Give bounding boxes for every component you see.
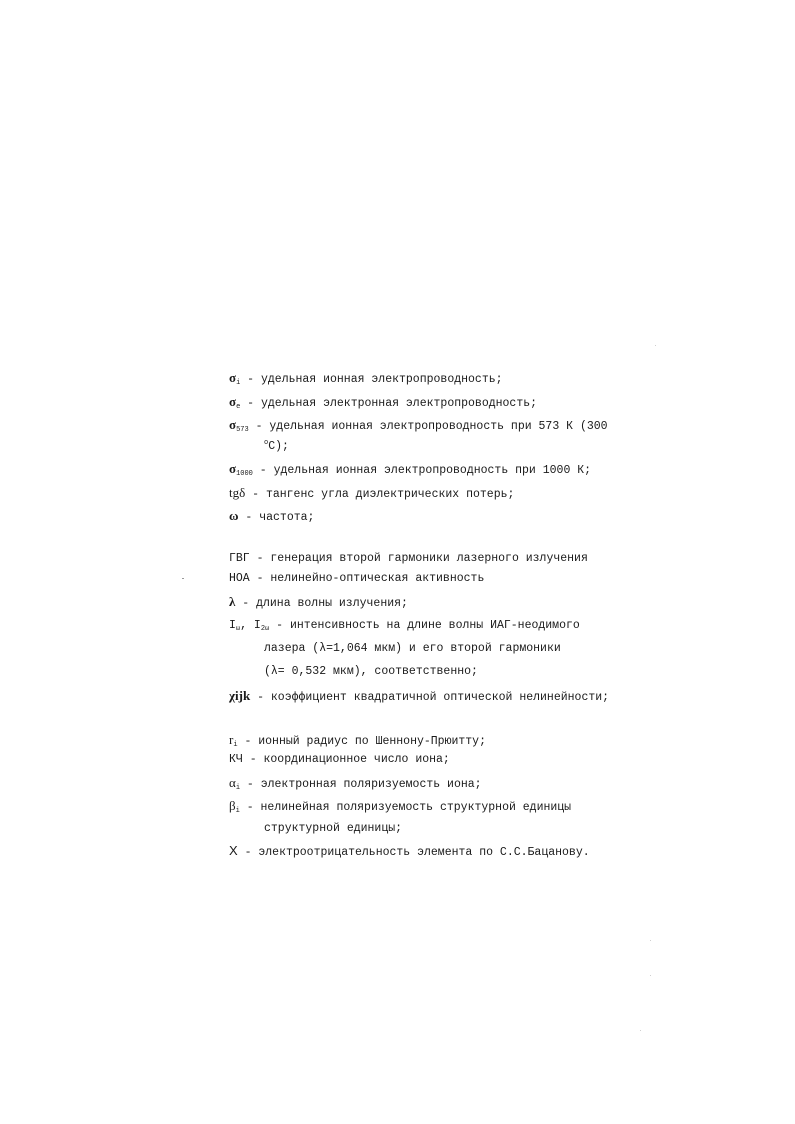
definition-text: - удельная электронная электропроводность; <box>240 397 538 410</box>
definition-text: - нелинейная поляризуемость структурной единицы <box>239 801 572 814</box>
definition-text: ГВГ - генерация второй гармоники лазерного излучения <box>229 552 588 565</box>
definition-text: - удельная ионная электропроводность; <box>240 373 503 386</box>
definition-alpha-i: $\alpha_i$ - электронная поляризуемость иона; <box>229 775 482 792</box>
degree-mark: o <box>264 439 269 447</box>
definition-sigma-573-continuation: $^o$С); <box>264 439 289 453</box>
definition-intensity: $I_\omega$, $I_{2\omega}$ - интенсивность на длине волны ИАГ-неодимого <box>229 619 580 633</box>
definition-text: - длина волны излучения; <box>235 597 408 610</box>
definition-r-i: $r_i$ - ионный радиус по Шеннону-Прюитту; <box>229 732 486 749</box>
definition-gvg <box>229 551 588 567</box>
definition-lambda <box>229 594 408 612</box>
symbol-sigma-e: σ <box>229 394 237 409</box>
definition-electronegativity <box>229 843 590 861</box>
definition-text: - коэффициент квадратичной оптической нелинейности; <box>250 691 610 704</box>
definition-text: КЧ - координационное число иона; <box>229 753 450 766</box>
definition-omega <box>229 508 314 526</box>
definition-intensity-line-3: (λ= 0,532 мкм), соответственно; <box>264 665 478 678</box>
definition-text: - интенсивность на длине волны ИАГ-неодимого <box>269 619 580 632</box>
definition-sigma-i: $\sigma_i$ - удельная ионная электропроводность; <box>229 370 503 387</box>
definition-noa <box>229 571 484 587</box>
definition-sigma-e: $\sigma_e$ - удельная электронная электропроводность; <box>229 394 538 411</box>
definition-tg-delta <box>229 485 514 503</box>
definition-chi-ijk <box>229 688 609 706</box>
definition-beta-i: $\beta_i$ - нелинейная поляризуемость структурной единицы <box>229 798 572 815</box>
scan-speck <box>182 578 184 579</box>
symbol-chi-ijk: χijk <box>229 688 251 703</box>
definition-beta-i-line-2: структурной единицы; <box>264 822 403 835</box>
symbol-lambda: λ <box>229 594 236 609</box>
symbol-i-2omega: I <box>253 619 261 632</box>
symbol-sigma-573: σ <box>229 417 237 432</box>
symbol-alpha-i: α <box>229 775 236 790</box>
definition-text: - удельная ионная электропроводность при 1000 К; <box>252 464 592 477</box>
symbol-omega: ω <box>229 508 239 523</box>
scan-speck <box>640 1030 641 1031</box>
definition-text: - электронная поляризуемость иона; <box>240 778 482 791</box>
definition-sigma-1000: $\sigma_{1000}$ - удельная ионная электропроводность при 1000 К; <box>229 461 592 478</box>
definition-text: - тангенс угла диэлектрических потерь; <box>245 488 515 501</box>
symbol-tg-delta: tgδ <box>229 485 246 500</box>
definition-intensity-line-2: лазера (λ=1,064 мкм) и его второй гармоники <box>264 642 561 655</box>
symbol-r-i: r <box>229 732 234 747</box>
symbol-beta-i: β <box>229 798 236 813</box>
symbol-sigma-i: σ <box>229 370 237 385</box>
scan-speck <box>650 975 651 976</box>
definition-text: - удельная ионная электропроводность при 573 К (300 <box>248 420 608 433</box>
definition-sigma-573: $\sigma_{573}$ - удельная ионная электропроводность при 573 К (300 <box>229 417 608 434</box>
definition-text: - частота; <box>238 511 315 524</box>
definition-kch <box>229 752 450 768</box>
symbol-i-omega: I <box>229 619 236 632</box>
scan-speck <box>655 345 656 346</box>
definition-text: - электроотрицательность элемента по С.С.Бацанову. <box>237 846 590 859</box>
symbol-chi: Χ <box>229 843 238 858</box>
definition-text: НОА - нелинейно-оптическая активность <box>229 572 485 585</box>
symbol-sigma-1000: σ <box>229 461 237 476</box>
definition-text: - ионный радиус по Шеннону-Прюитту; <box>237 735 486 748</box>
scan-speck <box>650 940 651 941</box>
